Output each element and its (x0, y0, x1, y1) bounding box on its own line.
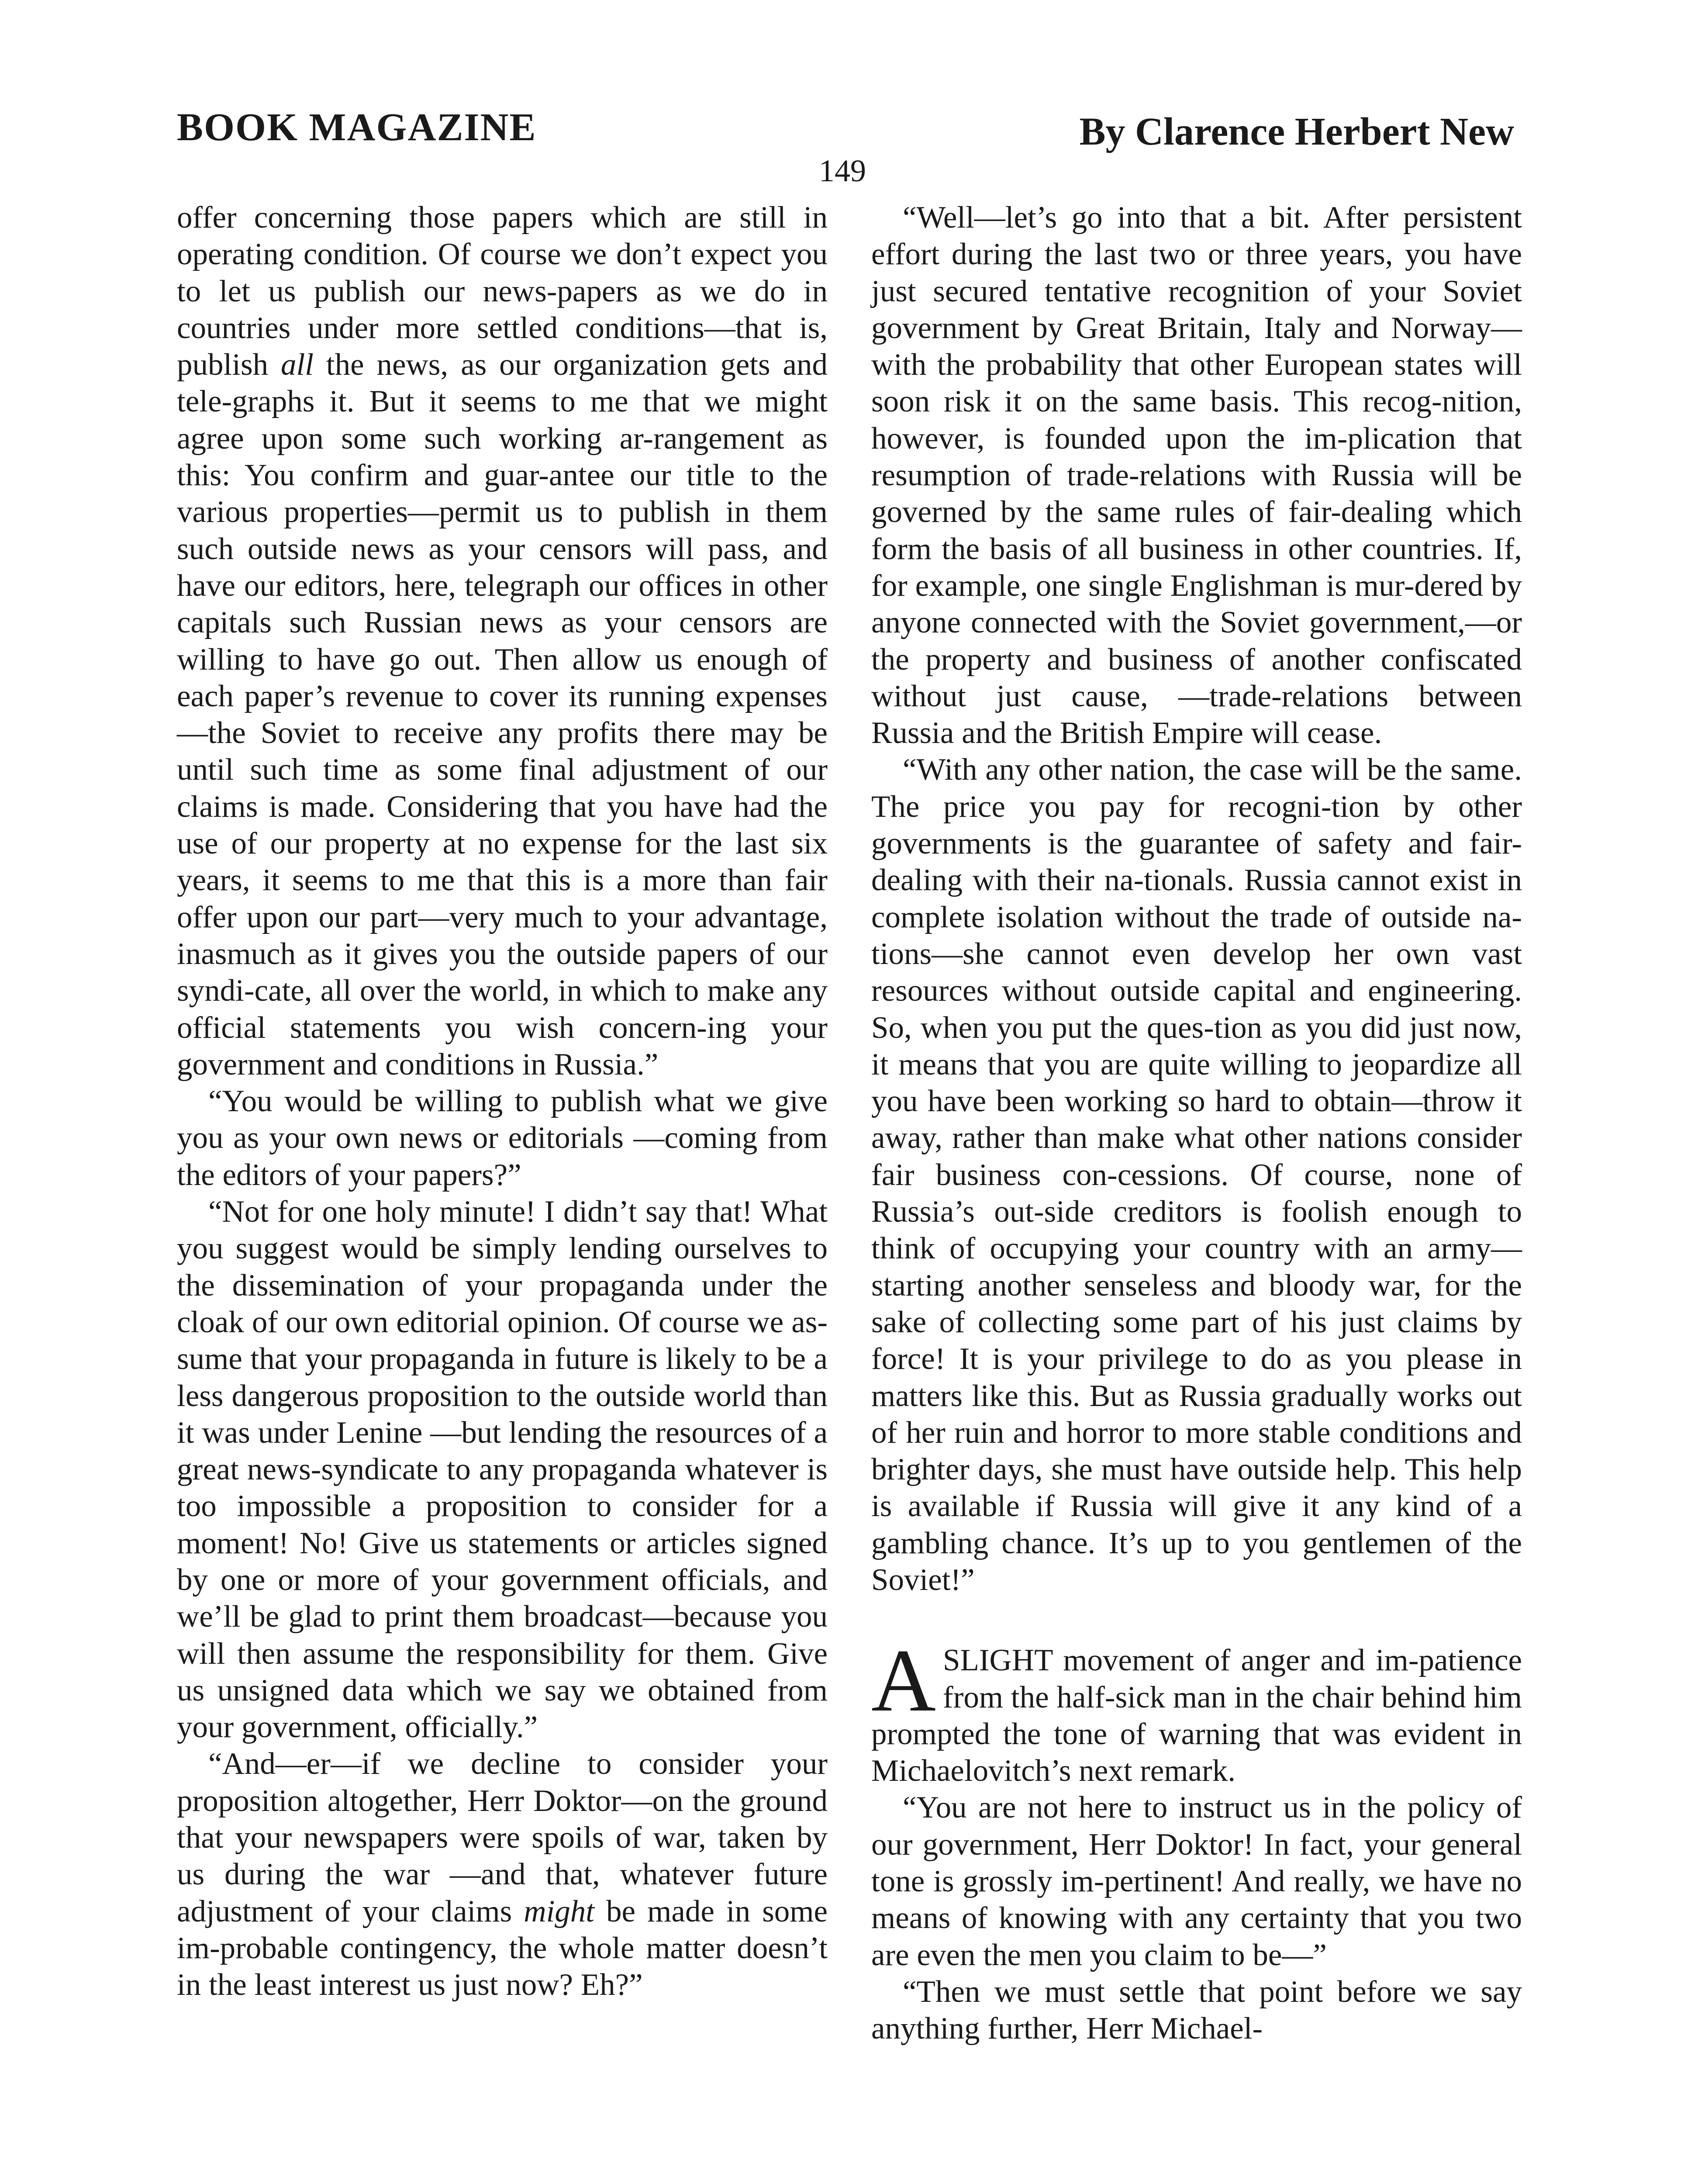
text-run: “Well—let’s go into that a bit. After persistent effort during the last two or three years, you have just secured tentative recognition of your Soviet government by Great Britain, Italy and Norway—with the probability that other European states will soon risk it on the same basis. This recog-nition, however, is founded upon the im-plication that resumption of trade-relations with Russia will be governed by the same rules of fair-dealing which form the basis of all business in other countries. If, for example, one single Englishman is mur-dered by anyone connected with the Soviet government,—or the property and business of another confiscated without just cause, —trade-relations between Russia and the British Empire will cease. (871, 200, 1522, 750)
paragraph (177, 1193, 828, 1745)
paragraph (871, 1973, 1522, 2047)
magazine-title: BOOK MAGAZINE (177, 106, 537, 149)
text-run: “And—er—if we decline to consider your proposition altogether, Herr Doktor—on the ground that your newspapers were spoils of war, taken by us during the war —and that, whatever future adjustment of your claims (177, 1747, 828, 1928)
text-run: SLIGHT movement of anger and im-patience from the half-sick man in the chair behind him prompted the tone of warning that was evident in Michaelovitch’s next remark. (871, 1643, 1522, 1788)
author-byline: By Clarence Herbert New (1079, 110, 1514, 153)
text-run: “Then we must settle that point before we say anything further, Herr Michael- (871, 1974, 1522, 2046)
paragraph (177, 1083, 828, 1193)
italic-text: all (281, 348, 314, 382)
paragraph (871, 199, 1522, 751)
right-column (871, 199, 1522, 2047)
paragraph (871, 1789, 1522, 1973)
text-run: offer concerning those papers which are still in operating condition. Of course we don’t expect you to let us publish our news-papers as we do in countries under more settled conditions—that is, publish (177, 200, 828, 382)
paragraph (177, 199, 828, 1083)
paragraph (871, 1631, 1522, 1789)
paragraph (177, 1745, 828, 2003)
text-run: “Not for one holy minute! I didn’t say that! What you suggest would be simply lending ourselves to the dissemination of your propaganda under the cloak of our own editorial opinion. Of course we as-sume that your propaganda in future is likely to be a less dangerous proposition to the outside world than it was under Lenine —but lending the resources of a great news-syndicate to any propaganda whatever is too impossible a proposition to consider for a moment! No! Give us statements or articles signed by one or more of your government officials, and we’ll be glad to print them broadcast—because you will then assume the responsibility for them. Give us unsigned data which we say we obtained from your government, officially.” (177, 1195, 828, 1745)
paragraph (871, 751, 1522, 1598)
left-column (177, 199, 828, 2004)
text-run: be made in some im-probable contingency, the whole matter doesn’t in the least interest us just now? Eh?” (177, 1894, 828, 2002)
italic-text: might (524, 1894, 595, 1928)
text-run: “You are not here to instruct us in the policy of our government, Herr Doktor! In fact, your general tone is grossly im-pertinent! And really, we have no means of knowing with any certainty that you two are even the men you claim to be—” (871, 1790, 1522, 1972)
page-number: 149 (819, 153, 866, 188)
text-run: the news, as our organization gets and tele-graphs it. But it seems to me that we might agree upon some such working ar-rangement as this: You confirm and guar-antee our title to the various properties—permit us to publish in them such outside news as your censors will pass, and have our editors, here, telegraph our offices in other capitals such Russian news as your censors are willing to have go out. Then allow us enough of each paper’s revenue to cover its running expenses—the Soviet to receive any profits there may be until such time as some final adjustment of our claims is made. Considering that you have had the use of our property at no expense for the last six years, it seems to me that this is a more than fair offer upon our part—very much to your advantage, inasmuch as it gives you the outside papers of our syndi-cate, all over the world, in which to make any official statements you wish concern-ing your government and conditions in Russia.” (177, 348, 828, 1082)
text-run: “With any other nation, the case will be the same. The price you pay for recogni-tion by other governments is the guarantee of safety and fair-dealing with their na-tionals. Russia cannot exist in complete isolation without the trade of outside na-tions—she cannot even develop her own vast resources without outside capital and engineering. So, when you put the ques-tion as you did just now, it means that you are quite willing to jeopardize all you have been working so hard to obtain—throw it away, rather than make what other nations consider fair business con-cessions. Of course, none of Russia’s out-side creditors is foolish enough to think of occupying your country with an army—starting another senseless and bloody war, for the sake of collecting some part of his just claims by force! It is your privilege to do as you please in matters like this. But as Russia gradually works out of her ruin and horror to more stable conditions and brighter days, she must have outside help. This help is available if Russia will give it any kind of a gambling chance. It’s up to you gentlemen of the Soviet!” (871, 753, 1522, 1597)
text-run: “You would be willing to publish what we give you as your own news or editorials —coming from the editors of your papers?” (177, 1084, 828, 1192)
drop-cap: A (871, 1631, 936, 1731)
